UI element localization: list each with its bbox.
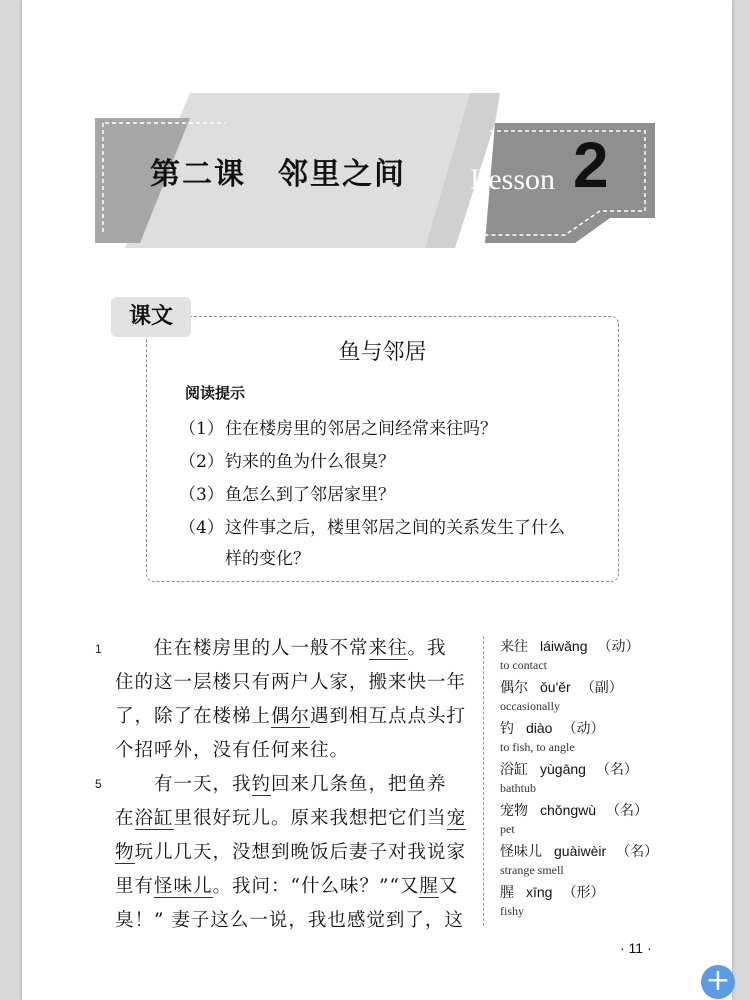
line-number: 5 — [95, 777, 102, 791]
glossary-entry: 宠物 chǒngwù （名） — [500, 802, 649, 819]
passage-line: 在浴缸里很好玩儿。原来我想把它们当宠 — [115, 808, 467, 829]
reading-hint-label: 阅读提示 — [185, 384, 246, 402]
reading-box — [146, 316, 619, 582]
page-number: · 11 · — [620, 940, 652, 956]
passage-line: 有一天，我钓回来几条鱼，把鱼养 — [115, 774, 447, 795]
question-4: （4）这件事之后，楼里邻居之间的关系发生了什么 — [179, 518, 565, 538]
glossary-english: pet — [500, 822, 515, 836]
glossary-english: fishy — [500, 904, 524, 918]
passage-line: 了，除了在楼梯上偶尔遇到相互点点头打 — [115, 706, 467, 727]
text-title: 鱼与邻居 — [338, 340, 427, 365]
glossary-entry: 钓 diào （动） — [500, 720, 605, 737]
passage-line: 住在楼房里的人一般不常来往。我 — [115, 638, 447, 659]
glossary-divider — [483, 636, 484, 926]
glossary-english: occasionally — [500, 699, 560, 713]
question-3: （3）鱼怎么到了邻居家里？ — [179, 485, 395, 505]
passage-line: 物玩儿几天，没想到晚饭后妻子对我说家 — [115, 842, 467, 863]
passage-line: 臭！” 妻子这么一说，我也感觉到了，这 — [115, 910, 464, 931]
plus-icon[interactable]: + — [701, 965, 735, 999]
glossary-english: strange smell — [500, 863, 564, 877]
lesson-banner — [95, 93, 655, 248]
section-tag: 课文 — [111, 297, 191, 337]
line-number: 1 — [95, 642, 102, 656]
lesson-title: 第二课 邻里之间 — [150, 157, 406, 192]
passage-line: 里有怪味儿。我问：“什么味？”“又腥又 — [115, 876, 459, 897]
question-2: （2）钓来的鱼为什么很臭？ — [179, 452, 395, 472]
glossary-entry: 偶尔 ǒu'ěr （副） — [500, 679, 623, 696]
glossary-english: to contact — [500, 658, 547, 672]
glossary-entry: 来往 láiwǎng （动） — [500, 638, 640, 655]
glossary-entry: 怪味儿 guàiwèir （名） — [500, 843, 659, 860]
passage-line: 住的这一层楼只有两户人家，搬来快一年 — [115, 672, 467, 693]
glossary-entry: 浴缸 yùgāng （名） — [500, 761, 638, 778]
lesson-number: 2 — [573, 129, 609, 201]
textbook-page — [22, 0, 732, 1000]
lesson-word: Lesson — [470, 163, 555, 196]
question-4-continued: 样的变化？ — [225, 549, 310, 569]
question-1: （1）住在楼房里的邻居之间经常来往吗？ — [179, 419, 497, 439]
glossary-entry: 腥 xīng （形） — [500, 884, 605, 901]
glossary-english: bathtub — [500, 781, 536, 795]
passage-line: 个招呼外，没有任何来往。 — [115, 740, 350, 761]
glossary-english: to fish, to angle — [500, 740, 575, 754]
